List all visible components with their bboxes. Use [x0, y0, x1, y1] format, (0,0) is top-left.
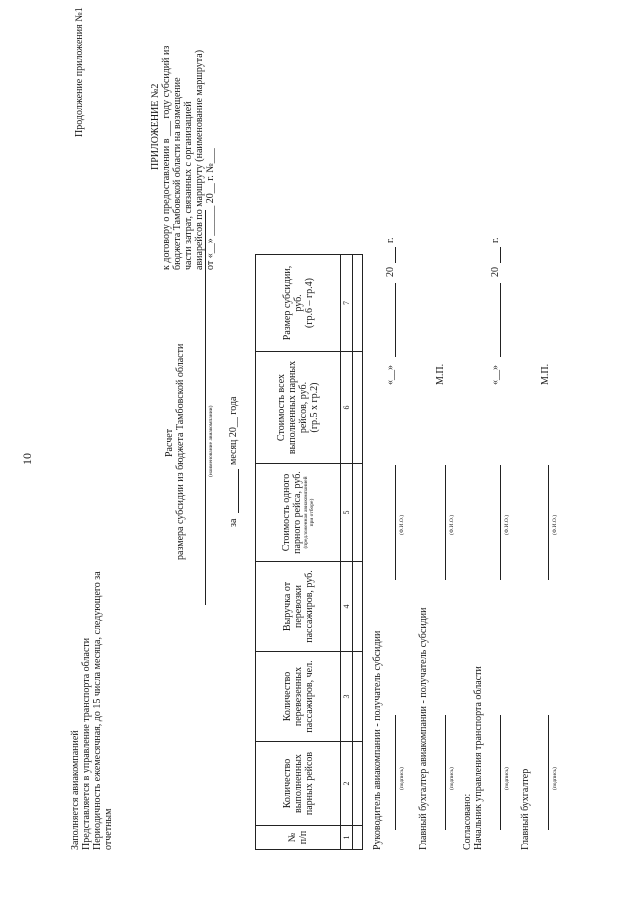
table-cell	[353, 826, 363, 850]
note-filled-by: Заполняется авиакомпанией	[70, 730, 81, 850]
col-header-total-cost: Стоимость всех выполненных парных рейсов, руб. (гр.5 х гр.2)	[256, 352, 341, 464]
col-number: 6	[341, 352, 353, 464]
sig-transport-name-line	[500, 465, 501, 580]
sig-accountant-name-line	[445, 465, 446, 580]
appendix-line-1: к договору о предоставлении в ___ году субсидий из	[161, 45, 172, 270]
sig-accountant-signature-line	[445, 715, 446, 830]
sig-chief-signature-caption: (подпись)	[552, 767, 558, 790]
appendix-line-3: части затрат, связанных с организацией	[183, 101, 194, 270]
col-number: 2	[341, 742, 353, 826]
sig-chief-signature-line	[548, 715, 549, 830]
date-open-2: «__»	[490, 365, 501, 385]
appendix-line-4: авиарейсов по маршруту (наименование маршрута)	[194, 49, 205, 270]
col-header-flights: Количество выполненных парных рейсов	[256, 742, 341, 826]
company-name-line	[205, 210, 206, 605]
table-cell	[353, 562, 363, 652]
sig-accountant-title: Главный бухгалтер авиакомпании - получатель субсидии	[418, 607, 429, 850]
page-number: 10	[20, 453, 34, 465]
date-open-1: «__»	[385, 365, 396, 385]
sig-transport-signature-line	[500, 715, 501, 830]
col-header-subsidy: Размер субсидии, руб. (гр.6 – гр.4)	[256, 255, 341, 352]
col-header-revenue: Выручка от перевозки пассажиров, руб.	[256, 562, 341, 652]
table-number-row	[341, 255, 353, 850]
col-number: 3	[341, 652, 353, 742]
month-line	[238, 469, 239, 513]
stamp-1: М.П.	[435, 363, 446, 385]
sig-head-title: Руководитель авиакомпании - получатель субсидии	[372, 630, 383, 850]
agreed-label: Согласовано:	[462, 793, 473, 850]
table-cell	[353, 464, 363, 562]
sig-chief-name-line	[548, 465, 549, 580]
note-periodicity: Периодичность ежемесячная, до 15 числа месяца, следующего за	[92, 571, 103, 850]
stamp-2: М.П.	[540, 363, 551, 385]
col-header-number: № п/п	[256, 826, 341, 850]
date-year-line-2	[500, 247, 501, 263]
sig-chief-title: Главный бухгалтер	[520, 768, 531, 850]
sig-head-name-caption: (Ф.И.О.)	[399, 514, 405, 535]
doc-subtitle: размера субсидии из бюджета Тамбовской области	[175, 343, 186, 560]
subsidy-table	[255, 254, 363, 850]
table-header-row	[256, 255, 341, 850]
period-suffix: месяц 20__ года	[228, 396, 239, 465]
date-year-1: 20	[385, 267, 396, 277]
col-number: 4	[341, 562, 353, 652]
date-line-1	[395, 283, 396, 357]
note-reporting: отчетным	[103, 808, 114, 850]
appendix-line-2: бюджета Тамбовской области на возмещение	[172, 77, 183, 270]
doc-title: Расчет	[164, 428, 175, 457]
table-cell	[353, 255, 363, 352]
table-cell	[353, 742, 363, 826]
table-data-row	[353, 255, 363, 850]
col-number: 7	[341, 255, 353, 352]
sig-head-signature-caption: (подпись)	[399, 767, 405, 790]
date-suffix-2: г.	[490, 237, 501, 243]
date-year-2: 20	[490, 267, 501, 277]
continuation-note: Продолжение приложения №1	[74, 7, 85, 137]
note-submitted-to: Представляется в управление транспорта области	[81, 637, 92, 850]
sig-accountant-name-caption: (Ф.И.О.)	[449, 514, 455, 535]
sig-transport-name-caption: (Ф.И.О.)	[504, 514, 510, 535]
sig-head-signature-line	[395, 715, 396, 830]
appendix-title: ПРИЛОЖЕНИЕ №2	[150, 83, 161, 170]
date-year-line-1	[395, 247, 396, 263]
sig-transport-title: Начальник управления транспорта области	[473, 666, 484, 850]
col-number: 5	[341, 464, 353, 562]
period-prefix: за	[228, 518, 239, 527]
table-cell	[353, 652, 363, 742]
col-header-passengers: Количество перевезенных пассажиров, чел.	[256, 652, 341, 742]
date-suffix-1: г.	[385, 237, 396, 243]
table-cell	[353, 352, 363, 464]
col-number: 1	[341, 826, 353, 850]
date-line-2	[500, 283, 501, 357]
sig-transport-signature-caption: (подпись)	[504, 767, 510, 790]
company-caption: (наименование авиакомпании)	[208, 405, 214, 477]
sig-accountant-signature-caption: (подпись)	[449, 767, 455, 790]
appendix-line-5: от «__» ______ 20__ г. №___	[205, 148, 216, 270]
col-header-flight-cost: Стоимость одного парного рейса, руб. (предложенная авиакомпанией при отборе)	[256, 464, 341, 562]
sig-chief-name-caption: (Ф.И.О.)	[552, 514, 558, 535]
sig-head-name-line	[395, 465, 396, 580]
